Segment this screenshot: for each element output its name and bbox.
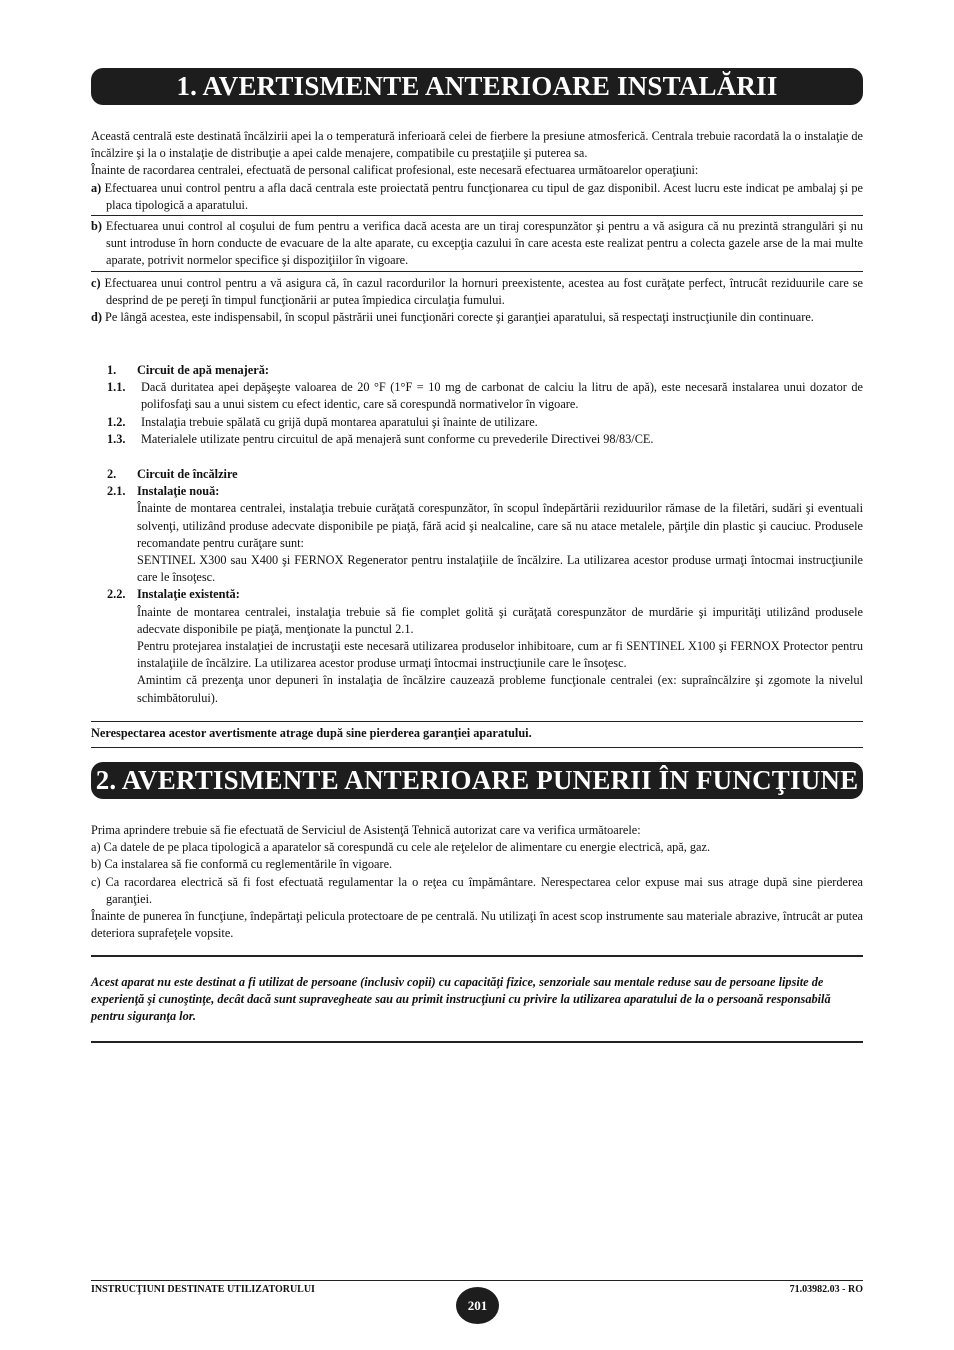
section2-p1: Prima aprindere trebuie să fie efectuată de Serviciul de Asistenţă Tehnică autorizat care va verifica următoarele: xyxy=(91,823,641,837)
section1-intro xyxy=(91,128,863,214)
divider xyxy=(91,271,863,272)
section2-title: 2. AVERTISMENTE ANTERIOARE PUNERII ÎN FUNCŢIUNE xyxy=(91,762,863,799)
list-item-b-block xyxy=(91,218,863,270)
divider xyxy=(91,215,863,216)
divider xyxy=(91,747,863,748)
list-item-d: d) Pe lângă acestea, este indispensabil, în scopul păstrării unei funcţionări corecte şi garanţiei aparatului, să respectaţi instrucţiunile din continuare. xyxy=(91,310,814,325)
section2-item-a: a) Ca datele de pe placa tipologică a aparatelor să corespundă cu cele ale reţelelor de alimentare cu energie electrică, apă, gaz. xyxy=(91,840,711,855)
dhw-item-1: 1.1. Dacă duritatea apei depăşeşte valoarea de 20 °F (1°F = 10 mg de carbonat de calciu la litru de apă), este necesară instalarea unui dozator de polifosfaţi sau a unui sistem cu efect identic, care să corespundă normativelor în vigoare. xyxy=(107,380,863,412)
section2-item-c: c) Ca racordarea electrică să fi fost efectuată regulamentar la o reţea cu împământare. Nerespectarea celor expuse mai sus atrage după sine pierderea garanţiei. xyxy=(91,874,863,906)
existing-installation-p3: Amintim că prezenţa unor depuneri în instalaţia de încălzire cauzează probleme funcţionale centralei (ex: supraîncălzire şi zgomote la nivelul schimbătorului). xyxy=(137,673,863,705)
section1-title: 1. AVERTISMENTE ANTERIOARE INSTALĂRII xyxy=(91,68,863,105)
dhw-item-2: 1.2. Instalaţia trebuie spălată cu grijă după montarea aparatului şi înainte de utilizare. xyxy=(107,414,538,429)
section2-body xyxy=(91,822,863,942)
heating-section xyxy=(91,466,863,707)
new-installation-heading: 2.1. Instalaţie nouă: xyxy=(107,484,220,499)
heating-heading: 2. Circuit de încălzire xyxy=(107,467,238,481)
existing-installation-p1: Înainte de montarea centralei, instalaţia trebuie să fie complet golită şi curăţată corespunzător de murdărie şi impurităţi utilizând produsele adecvate disponibile pe piaţă, menţionate la punctul 2.1. xyxy=(137,604,863,636)
footer-left-label: INSTRUCŢIUNI DESTINATE UTILIZATORULUI xyxy=(91,1284,315,1295)
divider xyxy=(91,955,863,957)
new-installation-p2: SENTINEL X300 sau X400 şi FERNOX Regenerator pentru instalaţiile de încălzire. La utilizarea acestor produse urmaţi întocmai instrucţiunile care le însoţesc. xyxy=(137,553,863,585)
warranty-warning: Nerespectarea acestor avertismente atrage după sine pierderea garanţiei aparatului. xyxy=(91,726,532,740)
list-items-cd xyxy=(91,275,863,327)
list-item-a: a) Efectuarea unui control pentru a afla dacă centrala este proiectată pentru funcţionarea cu tipul de gaz disponibil. Acest lucru este indicat pe ambalaj şi pe placa tipologică a aparatului. xyxy=(91,180,863,212)
existing-installation-heading: 2.2. Instalaţie existentă: xyxy=(107,587,240,602)
intro-paragraph-1: Această centrală este destinată încălzirii apei la o temperatură inferioară celei de fierbere la presiune atmosferică. Centrala trebuie racordată la o instalaţie de încălzire şi la o instalaţie de distribuţie a apei calde menajere, compatibile cu prestaţiile şi puterea sa. xyxy=(91,129,863,161)
safety-notice: Acest aparat nu este destinat a fi utilizat de persoane (inclusiv copii) cu capacităţi fizice, senzoriale sau mentale reduse sau de persoane lipsite de experienţă şi cunoştinţe, decât dacă sunt supravegheate sau au primit instrucţiuni cu privire la utilizarea aparatului de la o persoană responsabilă pentru siguranţa lor. xyxy=(91,975,831,1023)
section2-item-b: b) Ca instalarea să fie conformă cu reglementările în vigoare. xyxy=(91,857,393,872)
footer-divider xyxy=(91,1280,863,1281)
dhw-heading: 1. Circuit de apă menajeră: xyxy=(107,363,269,377)
page-number: 201 xyxy=(456,1287,499,1324)
divider xyxy=(91,721,863,722)
footer-doc-code: 71.03982.03 - RO xyxy=(789,1284,863,1295)
existing-installation-p2: Pentru protejarea instalaţiei de incrustaţii este necesară utilizarea produselor inhibitoare, cum ar fi SENTINEL X100 şi FERNOX Protector pentru instalaţiile de încălzire. La utilizarea acestor produse urmaţi întocmai instrucţiunile care le însoţesc. xyxy=(137,639,863,671)
section2-p2: Înainte de punerea în funcţiune, îndepărtaţi pelicula protectoare de pe centrală. Nu utilizaţi în acest scop instrumente sau materiale abrazive, întrucât ar putea deteriora suprafeţele vopsite. xyxy=(91,909,863,941)
list-item-b: b) Efectuarea unui control al coşului de fum pentru a verifica dacă acesta are un tiraj corespunzător şi pentru a vă asigura că nu prezintă strangulări şi nu sunt introduse în horn conducte de evacuare de la alte aparate, cu excepţia cazului în care acesta este realizat pentru a colecta gazele arse de la mai multe aparate, potrivit normelor specifice şi dispoziţiilor în vigoare. xyxy=(91,219,863,268)
list-item-c: c) Efectuarea unui control pentru a vă asigura că, în cazul racordurilor la hornuri preexistente, acestea au fost curăţate perfect, întrucât reziduurile care se desprind de pe pereţi în timpul funcţionării ar putea împiedica circulaţia fumului. xyxy=(91,276,864,308)
dhw-section xyxy=(91,362,863,448)
intro-paragraph-2: Înainte de racordarea centralei, efectuată de personal calificat profesional, este necesară efectuarea următoarelor operaţiuni: xyxy=(91,163,699,178)
new-installation-p1: Înainte de montarea centralei, instalaţia trebuie curăţată corespunzător, în scopul îndepărtării reziduurilor rămase de la filetări, sudări şi eventuali solvenţi, utilizând produse adecvate disponibile pe piaţă, fără acid şi nealcaline, care să nu atace metalele, părţile din plastic şi cauciuc. Produsele recomandate pentru curăţare sunt: xyxy=(137,501,863,550)
dhw-item-3: 1.3. Materialele utilizate pentru circuitul de apă menajeră sunt conforme cu prevederile Directivei 98/83/CE. xyxy=(107,431,654,446)
divider xyxy=(91,1041,863,1043)
